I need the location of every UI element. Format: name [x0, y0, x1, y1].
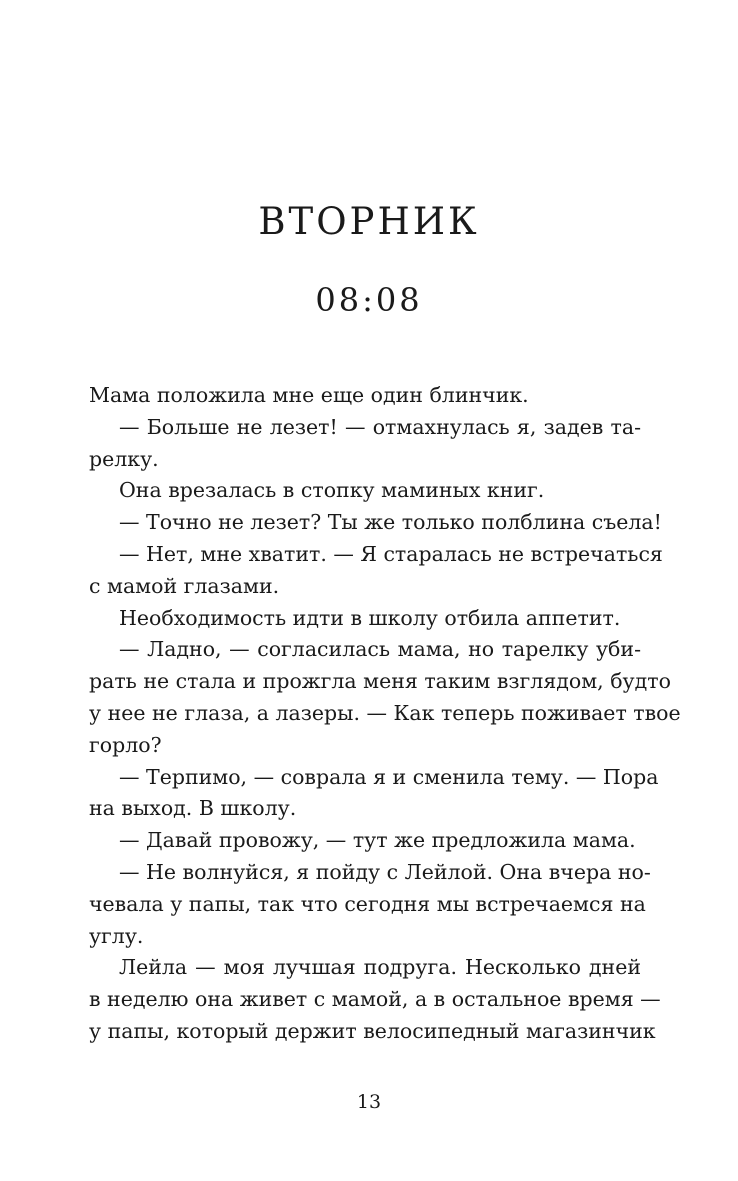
- text-line: горло?: [89, 732, 162, 757]
- text-line: с мамой глазами.: [89, 573, 280, 598]
- text-line: — Точно не лезет? Ты же только полблина съела!: [119, 510, 662, 535]
- text-line: чевала у папы, так что сегодня мы встречаемся на: [89, 891, 646, 916]
- text-line: — Не волнуйся, я пойду с Лейлой. Она вчера но-: [119, 859, 651, 884]
- text-line: Она врезалась в стопку маминых книг.: [119, 478, 545, 503]
- body-text: [89, 380, 681, 1048]
- text-line: у папы, который держит велосипедный магазинчик: [89, 1018, 656, 1043]
- text-line: — Терпимо, — соврала я и сменила тему. — Пора: [119, 764, 659, 789]
- text-line: — Ладно, — согласилась мама, но тарелку уби-: [119, 637, 641, 662]
- text-line: Мама положила мне еще один блинчик.: [89, 383, 529, 407]
- text-line: Необходимость идти в школу отбила аппетит.: [119, 605, 621, 630]
- text-line: — Нет, мне хватит. — Я старалась не встречаться: [119, 541, 663, 566]
- chapter-time: 08:08: [315, 281, 423, 319]
- text-line: на выход. В школу.: [89, 796, 297, 821]
- text-line: у нее не глаза, а лазеры. — Как теперь поживает твое: [89, 700, 681, 725]
- text-line: — Давай провожу, — тут же предложила мама.: [119, 828, 636, 853]
- text-line: углу.: [89, 923, 144, 948]
- text-line: рать не стала и прожгла меня таким взглядом, будто: [89, 669, 671, 694]
- chapter-title: ВТОРНИК: [258, 200, 480, 243]
- text-line: — Больше не лезет! — отмахнулась я, задев та-: [119, 414, 641, 439]
- text-line: Лейла — моя лучшая подруга. Несколько дней: [119, 955, 641, 980]
- text-line: в неделю она живет с мамой, а в остальное время —: [89, 987, 661, 1012]
- text-line: релку.: [89, 446, 159, 471]
- page-number: 13: [356, 1091, 382, 1113]
